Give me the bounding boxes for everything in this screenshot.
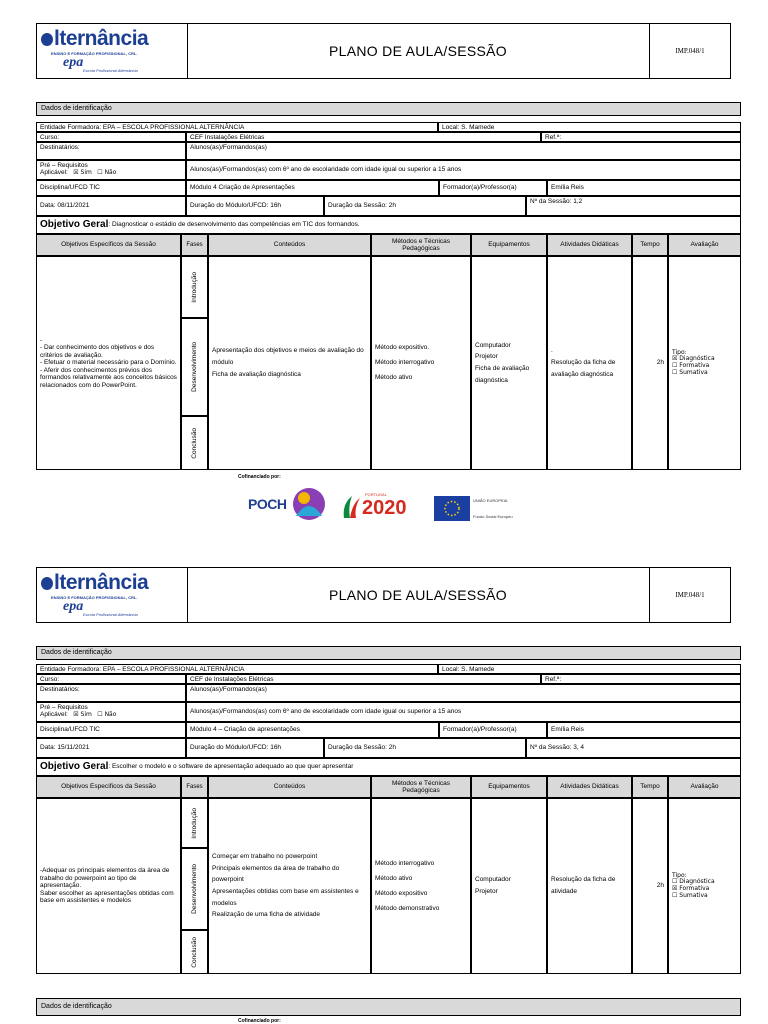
logo-text: lternância [41, 571, 148, 595]
logo-subtitle: ENSINO E FORMAÇÃO PROFISSIONAL, CRL. [51, 595, 138, 600]
page-title: PLANO DE AULA/SESSÃO [187, 568, 650, 622]
col-conteudos: Conteúdos [208, 776, 371, 798]
local: Local: S. Mamede [438, 664, 741, 674]
col-fases: Fases [181, 776, 208, 798]
logo-epa-subtitle: Escola Profissional Alternância [83, 68, 138, 73]
ref: Ref.ª: [541, 132, 741, 142]
prereq-title: Pré – Requisitos [40, 704, 88, 711]
destinatarios-label: Destinatários: [36, 684, 186, 702]
destinatarios-value: Alunos(as)/Formandos(as) [186, 142, 741, 160]
col-metodos: Métodos e Técnicas Pedagógicas [371, 776, 471, 798]
tempo: 2h [632, 256, 668, 470]
destinatarios-label: Destinatários: [36, 142, 186, 160]
formador-value: Emília Reis [547, 722, 741, 738]
fase-conclusao-label: Conclusão [190, 427, 198, 459]
curso-value: CEF de Instalações Elétricas [186, 674, 541, 684]
logo [37, 24, 188, 78]
p2020-text: 2020 [362, 497, 407, 519]
nao-checkbox: ☐ Não [97, 169, 117, 177]
col-equipamentos: Equipamentos [471, 234, 547, 256]
col-objetivos: Objetivos Específicos da Sessão [36, 776, 181, 798]
fase-conclusao [181, 930, 208, 974]
logo-epa: epa [63, 599, 84, 614]
poch-text: POCH [248, 496, 287, 512]
fase-introducao-label: Introdução [190, 807, 198, 839]
duracao-modulo: Duração do Módulo/UFCD: 16h [186, 738, 324, 758]
col-metodos: Métodos e Técnicas Pedagógicas [371, 234, 471, 256]
fase-conclusao-label: Conclusão [190, 936, 198, 968]
aplicavel-row [40, 711, 182, 719]
disciplina: Disciplina/UFCD TIC [36, 180, 186, 196]
modulo: Módulo 4 Criação de Apresentações [186, 180, 439, 196]
disciplina: Disciplina/UFCD TIC [36, 722, 186, 738]
cofinanciado-label: Cofinanciado por: [238, 474, 281, 480]
fase-desenvolvimento [181, 848, 208, 930]
objetivo-geral [36, 758, 741, 776]
avaliacao: Tipo: ☒ Diagnóstica ☐ Formativa ☐ Sumativa [668, 256, 741, 470]
duracao-sessao: Duração da Sessão: 2h [324, 738, 526, 758]
aplicavel-row [40, 169, 182, 177]
col-conteudos: Conteúdos [208, 234, 371, 256]
data: Data: 08/11/2021 [36, 196, 186, 216]
prereq-label [36, 702, 186, 722]
fase-desenvolvimento-label: Desenvolvimento [190, 864, 198, 914]
objetivos-especificos: - - Dar conhecimento dos objetivos e dos critérios de avaliação. - Efetuar o material necessário para o Domínio. - Aferir dos conhecimentos prévios dos formandos relativamente aos conceitos básicos relacionados com do PowerPoint. [36, 256, 181, 470]
col-avaliacao: Avaliação [668, 776, 741, 798]
curso-value: CEF Instalações Elétricas [186, 132, 541, 142]
equipamentos: Computador Projetor [471, 798, 547, 974]
objetivo-geral [36, 216, 741, 234]
header-plan-1 [36, 23, 731, 79]
prereq-value: Alunos(as)/Formandos(as) com 6º ano de escolaridade com idade igual ou superior a 15 anos [186, 702, 741, 722]
entidade: Entidade Formadora: EPA – ESCOLA PROFISSIONAL ALTERNÂNCIA [36, 122, 438, 132]
objetivo-geral-value: : Diagnosticar o estádio de desenvolvimento das competências em TIC dos formandos. [108, 221, 360, 229]
plan-form-2 [36, 646, 741, 976]
data: Data: 15/11/2021 [36, 738, 186, 758]
equipamentos: Computador Projetor Ficha de avaliação diagnóstica [471, 256, 547, 470]
col-avaliacao: Avaliação [668, 234, 741, 256]
plan-form-1 [36, 102, 741, 472]
col-fases: Fases [181, 234, 208, 256]
col-atividades: Atividades Didáticas [547, 234, 632, 256]
cofinanciado-label-3: Cofinanciado por: [238, 1018, 281, 1024]
conteudos: Começar em trabalho no powerpoint Principais elementos da área de trabalho do powerpoint Apresentações obtidas com base em assistentes e modelos Realização de uma ficha de atividade [208, 798, 371, 974]
formador-label: Formador(a)/Professor(a) [439, 722, 547, 738]
fase-introducao [181, 798, 208, 848]
duracao-sessao: Duração da Sessão: 2h [324, 196, 526, 216]
header-plan-2 [36, 567, 731, 623]
atividades: . Resolução da ficha de avaliação diagnóstica [547, 256, 632, 470]
col-tempo: Tempo [632, 776, 668, 798]
document-code: IMP.048/1 [675, 47, 705, 55]
entidade: Entidade Formadora: EPA – ESCOLA PROFISSIONAL ALTERNÂNCIA [36, 664, 438, 674]
objetivo-geral-label: Objetivo Geral [40, 219, 109, 231]
formador-value: Emília Reis [547, 180, 741, 196]
logo-epa: epa [63, 55, 84, 70]
fase-introducao [181, 256, 208, 318]
portugal-text: PORTUGAL [365, 492, 387, 497]
objetivo-geral-value: : Escolher o modelo e o software de apresentação adequado ao que quer apresentar [108, 763, 354, 771]
modulo: Módulo 4 – Criação de apresentações [186, 722, 439, 738]
logo [37, 568, 188, 622]
nao-checkbox: ☐ Não [97, 711, 117, 719]
eu-flag-icon [434, 496, 470, 521]
fase-conclusao [181, 416, 208, 470]
section-dados: Dados de identificação [36, 646, 741, 660]
poch-figure-icon [290, 486, 328, 522]
objetivo-geral-label: Objetivo Geral [40, 761, 109, 773]
fase-introducao-label: Introdução [190, 271, 198, 303]
col-atividades: Atividades Didáticas [547, 776, 632, 798]
atividades: Resolução da ficha de atividade [547, 798, 632, 974]
n-sessao: Nº da Sessão: 1,2 [526, 196, 741, 216]
avaliacao: Tipo: ☐ Diagnóstica ☒ Formativa ☐ Sumativa [668, 798, 741, 974]
section-dados: Dados de identificação [36, 102, 741, 116]
formador-label: Formador(a)/Professor(a) [439, 180, 547, 196]
prereq-value: Alunos(as)/Formandos(as) com 6º ano de escolaridade com idade igual ou superior a 15 anos [186, 160, 741, 180]
ref: Ref.ª: [541, 674, 741, 684]
metodos: Método interrogativo Método ativo Método expositivo Método demonstrativo [371, 798, 471, 974]
sim-checkbox: ☒ Sim [73, 169, 92, 177]
page-title: PLANO DE AULA/SESSÃO [187, 24, 650, 78]
prereq-label [36, 160, 186, 180]
destinatarios-value: Alunos(as)/Formandos(as) [186, 684, 741, 702]
aplicavel-label: Aplicável: [40, 711, 68, 719]
objetivos-especificos: -Adequar os principais elementos da área de trabalho do powerpoint ao tipo de apresentação. Saber escolher as apresentações obtidas com base em assistentes e modelos [36, 798, 181, 974]
sim-checkbox: ☒ Sim [73, 711, 92, 719]
curso-label: Curso: [36, 674, 186, 684]
document-code: IMP.048/1 [675, 591, 705, 599]
eu-text: UNIÃO EUROPEIA [473, 498, 508, 503]
section-dados-3: Dados de identificação [36, 998, 741, 1016]
fse-text: Fundo Social Europeu [473, 514, 513, 519]
curso-label: Curso: [36, 132, 186, 142]
logo-text: lternância [41, 27, 148, 51]
aplicavel-label: Aplicável: [40, 169, 68, 177]
local: Local: S. Mamede [438, 122, 741, 132]
fase-desenvolvimento [181, 318, 208, 416]
fase-desenvolvimento-label: Desenvolvimento [190, 342, 198, 392]
conteudos: Apresentação dos objetivos e meios de avaliação do módulo Ficha de avaliação diagnóstica [208, 256, 371, 470]
col-tempo: Tempo [632, 234, 668, 256]
portugal-flag-icon [340, 492, 362, 520]
prereq-title: Pré – Requisitos [40, 162, 88, 169]
logo-subtitle: ENSINO E FORMAÇÃO PROFISSIONAL, CRL. [51, 51, 138, 56]
metodos: Método expositivo. Método interrogativo Método ativo [371, 256, 471, 470]
col-objetivos: Objetivos Específicos da Sessão [36, 234, 181, 256]
logo-epa-subtitle: Escola Profissional Alternância [83, 612, 138, 617]
tempo: 2h [632, 798, 668, 974]
duracao-modulo: Duração do Módulo/UFCD: 16h [186, 196, 324, 216]
col-equipamentos: Equipamentos [471, 776, 547, 798]
n-sessao: Nº da Sessão: 3, 4 [526, 738, 741, 758]
